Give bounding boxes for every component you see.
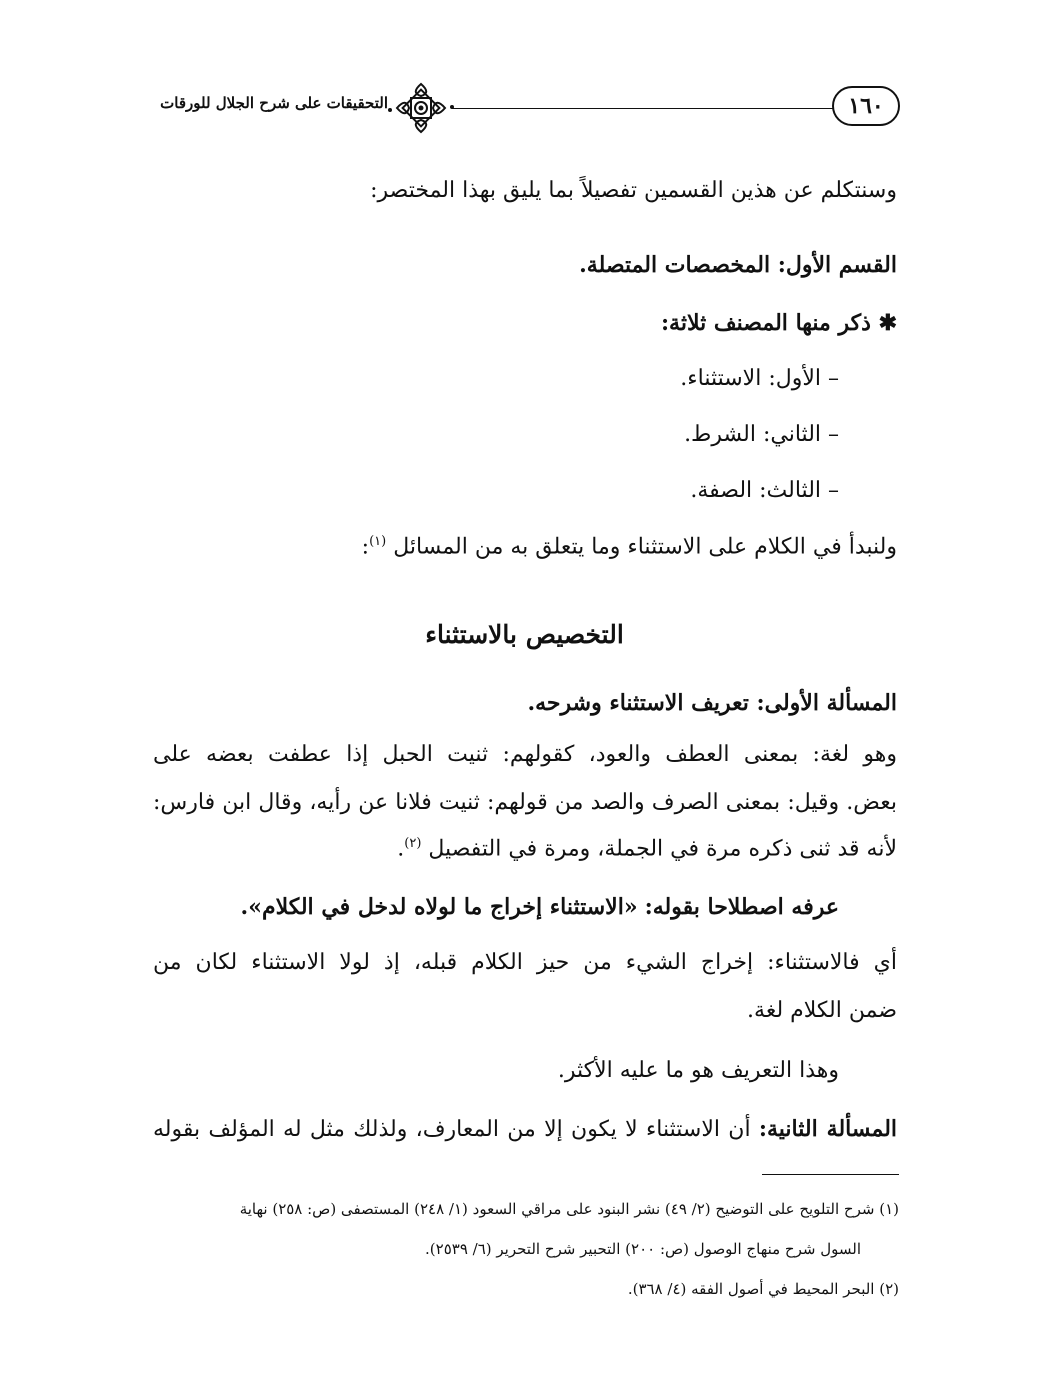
paragraph-end: . <box>397 836 405 862</box>
footnote-ref: (١) <box>369 534 387 549</box>
lead-in-end: : <box>361 534 370 560</box>
issue-two-text: أن الاستثناء لا يكون إلا من المعارف، ولذلك مثل له المؤلف بقوله <box>153 1117 751 1142</box>
list-item: – الأول: الاستثناء. <box>680 366 839 391</box>
paragraph-line: أي فالاستثناء: إخراج الشيء من حيز الكلام قبله، إذ لولا الاستثناء لكان من <box>153 950 897 975</box>
paragraph-line: بعض. وقيل: بمعنى الصرف والصد من قولهم: ثنيت فلانا عن رأيه، وقال ابن فارس: <box>153 790 897 815</box>
paragraph-line: وهذا التعريف هو ما عليه الأكثر. <box>557 1058 839 1083</box>
definition-text: «الاستثناء إخراج ما لولاه لدخل في الكلام». <box>240 894 638 920</box>
paragraph-line: وهو لغة: بمعنى العطف والعود، كقولهم: ثنيت الحبل إذا عطفت بعضه على <box>153 742 897 767</box>
issue-two-label: المسألة الثانية: <box>758 1116 898 1142</box>
running-title: التحقيقات على شرح الجلال للورقات <box>160 94 388 112</box>
page-header <box>0 80 1049 140</box>
section-heading: التخصيص بالاستثناء <box>425 620 624 649</box>
footnote: (٢) البحر المحيط في أصول الفقه (٤/ ٣٦٨). <box>627 1280 899 1298</box>
issue-one-title: المسألة الأولى: تعريف الاستثناء وشرحه. <box>527 690 897 716</box>
list-intro: ✱ ذكر منها المصنف ثلاثة: <box>660 310 897 336</box>
arabesque-ornament-icon <box>388 80 454 136</box>
page-number: ١٦٠ <box>832 86 900 126</box>
footnote: (١) شرح التلويح على التوضيح (٢/ ٤٩) نشر البنود على مراقي السعود (١/ ٢٤٨) المستصفى (ص: ٢٥٨) نهاية <box>239 1200 899 1218</box>
lead-in-text: ولنبدأ في الكلام على الاستثناء وما يتعلق به من المسائل <box>393 534 897 560</box>
definition-label: عرفه اصطلاحا بقوله: <box>644 894 839 920</box>
definition-line <box>241 894 839 921</box>
issue-two-line <box>153 1116 897 1143</box>
paragraph-text: لأنه قد ثنى ذكره مرة في الجملة، ومرة في التفصيل <box>428 836 897 862</box>
footnote-rule <box>762 1174 899 1175</box>
footnote: السول شرح منهاج الوصول (ص: ٢٠٠) التحبير شرح التحرير (٦/ ٢٥٣٩). <box>425 1240 861 1258</box>
paragraph-line: ضمن الكلام لغة. <box>747 998 897 1023</box>
list-item: – الثالث: الصفة. <box>690 478 839 503</box>
paragraph-line <box>397 836 897 863</box>
header-rule <box>452 108 834 109</box>
list-item: – الثاني: الشرط. <box>684 422 839 447</box>
section-title: القسم الأول: المخصصات المتصلة. <box>579 252 897 278</box>
footnote-ref: (٢) <box>404 836 422 851</box>
intro-line: وسنتكلم عن هذين القسمين تفصيلاً بما يليق بهذا المختصر: <box>370 178 897 203</box>
lead-in-line <box>362 534 897 561</box>
